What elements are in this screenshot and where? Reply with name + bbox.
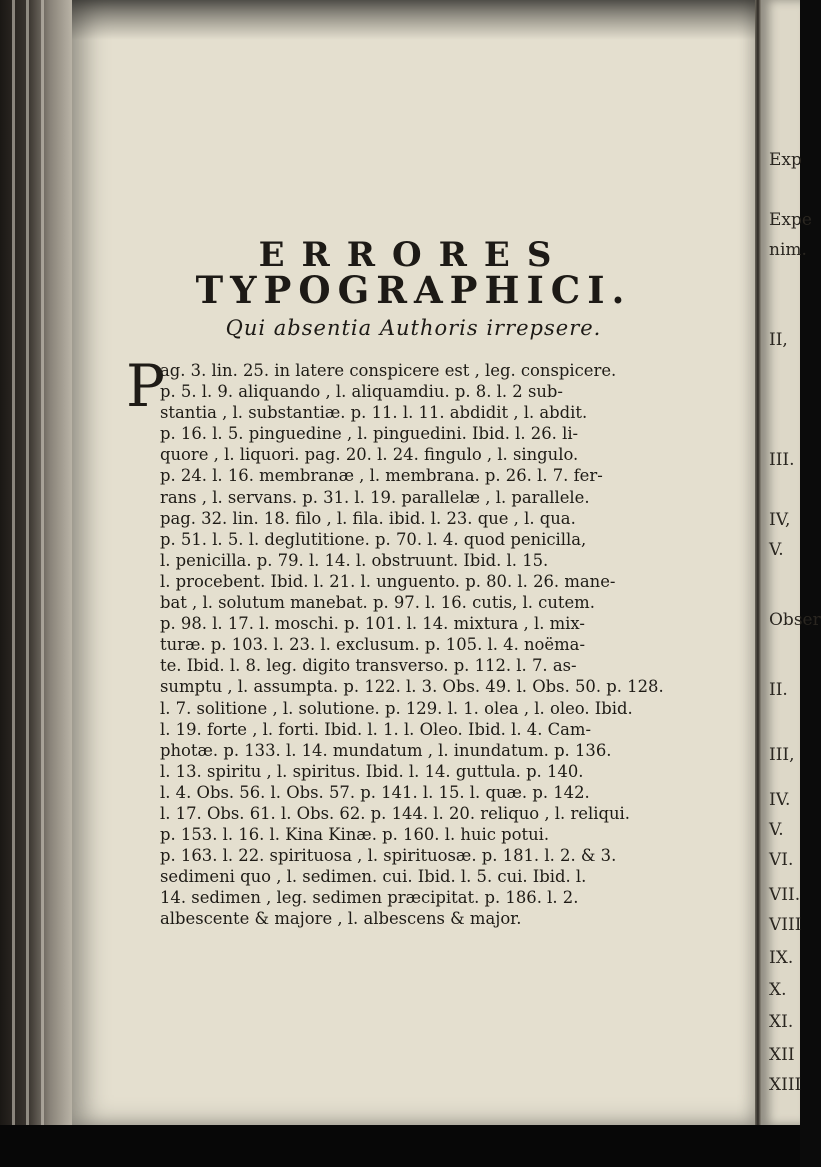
bottom-background: [0, 1125, 800, 1167]
adjacent-page-text: XI.: [769, 1012, 794, 1032]
adjacent-page-text: Expe: [769, 210, 812, 230]
page-heading: ERRORES: [258, 235, 569, 275]
adjacent-page-text: II,: [769, 330, 788, 350]
page-subtitle: Qui absentia Authoris irrepsere.: [225, 316, 602, 340]
errata-line: photæ. p. 133. l. 14. mundatum , l. inundatum. p. 136.: [160, 740, 612, 760]
page-edge-strip: [41, 0, 44, 1167]
adjacent-page-text: Exp: [769, 150, 802, 170]
adjacent-page-text: XIII: [769, 1075, 802, 1095]
adjacent-page-text: III.: [769, 450, 795, 470]
adjacent-page-text: X.: [769, 980, 787, 1000]
errata-list: [160, 360, 705, 930]
adjacent-page-text: V.: [769, 820, 784, 840]
errata-line: pag. 32. lin. 18. filo , l. fila. ibid. l. 23. que , l. qua.: [160, 508, 576, 528]
errata-line: p. 5. l. 9. aliquando , l. aliquamdiu. p. 8. l. 2 sub-: [160, 382, 563, 402]
adjacent-page-text: VII.: [769, 885, 801, 905]
adjacent-page-text: III,: [769, 745, 795, 765]
errata-line: ag. 3. lin. 25. in latere conspicere est , leg. conspicere.: [160, 361, 617, 380]
page-edge-strip: [26, 0, 29, 1167]
book-gutter-left: [0, 0, 72, 1167]
page-top-shadow: [72, 0, 755, 40]
errata-line: quore , l. liquori. pag. 20. l. 24. fingulo , l. singulo.: [160, 445, 579, 465]
errata-line: p. 51. l. 5. l. deglutitione. p. 70. l. 4. quod penicilla,: [160, 529, 587, 549]
adjacent-page-text: II.: [769, 680, 788, 700]
adjacent-page-text: VI.: [769, 850, 794, 870]
errata-line: l. procebent. Ibid. l. 21. l. unguento. p. 80. l. 26. mane-: [160, 571, 616, 591]
adjacent-page-text: V.: [769, 540, 784, 560]
errata-line: sedimeni quo , l. sedimen. cui. Ibid. l. 5. cui. Ibid. l.: [160, 867, 587, 887]
adjacent-page-text: IV.: [769, 790, 791, 810]
errata-line: bat , l. solutum manebat. p. 97. l. 16. cutis, l. cutem.: [160, 593, 595, 613]
errata-line: stantia , l. substantiæ. p. 11. l. 11. abdidit , l. abdit.: [160, 403, 588, 423]
errata-line: 14. sedimen , leg. sedimen præcipitat. p. 186. l. 2.: [160, 888, 579, 908]
adjacent-page-text: IX.: [769, 948, 794, 968]
errata-line: l. 7. solitione , l. solutione. p. 129. l. 1. olea , l. oleo. Ibid.: [160, 698, 633, 718]
adjacent-page-text: nim.: [769, 240, 807, 260]
errata-line: turæ. p. 103. l. 23. l. exclusum. p. 105. l. 4. noëma-: [160, 635, 585, 655]
errata-line: l. 17. Obs. 61. l. Obs. 62. p. 144. l. 20. reliquo , l. reliqui.: [160, 803, 630, 823]
drop-cap: P: [126, 352, 166, 420]
adjacent-page-text: IV,: [769, 510, 791, 530]
errata-line: l. 4. Obs. 56. l. Obs. 57. p. 141. l. 15. l. quæ. p. 142.: [160, 782, 590, 802]
errata-line: te. Ibid. l. 8. leg. digito transverso. p. 112. l. 7. as-: [160, 656, 577, 676]
errata-line: l. penicilla. p. 79. l. 14. l. obstruunt. Ibid. l. 15.: [160, 550, 549, 570]
page-subheading: TYPOGRAPHICI.: [195, 268, 632, 312]
adjacent-page-text: VIII: [769, 915, 802, 935]
errata-line: p. 24. l. 16. membranæ , l. membrana. p. 26. l. 7. fer-: [160, 466, 603, 486]
errata-line: p. 98. l. 17. l. moschi. p. 101. l. 14. mixtura , l. mix-: [160, 614, 585, 634]
errata-line: l. 13. spiritu , l. spiritus. Ibid. l. 14. guttula. p. 140.: [160, 761, 584, 781]
errata-line: p. 16. l. 5. pinguedine , l. pinguedini. Ibid. l. 26. li-: [160, 424, 579, 444]
errata-line: p. 163. l. 22. spirituosa , l. spirituosæ. p. 181. l. 2. & 3.: [160, 846, 617, 866]
errata-line: l. 19. forte , l. forti. Ibid. l. 1. l. Oleo. Ibid. l. 4. Cam-: [160, 719, 592, 739]
adjacent-page-text: Obser: [769, 610, 821, 630]
errata-line: p. 153. l. 16. l. Kina Kinæ. p. 160. l. huic potui.: [160, 825, 550, 845]
errata-line: albescente & majore , l. albescens & major.: [160, 909, 522, 929]
adjacent-page-text: XII: [769, 1045, 795, 1065]
errata-line: sumptu , l. assumpta. p. 122. l. 3. Obs. 49. l. Obs. 50. p. 128.: [160, 677, 664, 697]
adjacent-page-fragment: [761, 0, 821, 1125]
errata-line: rans , l. servans. p. 31. l. 19. parallelæ , l. parallele.: [160, 487, 590, 507]
page-edge-strip: [12, 0, 15, 1167]
